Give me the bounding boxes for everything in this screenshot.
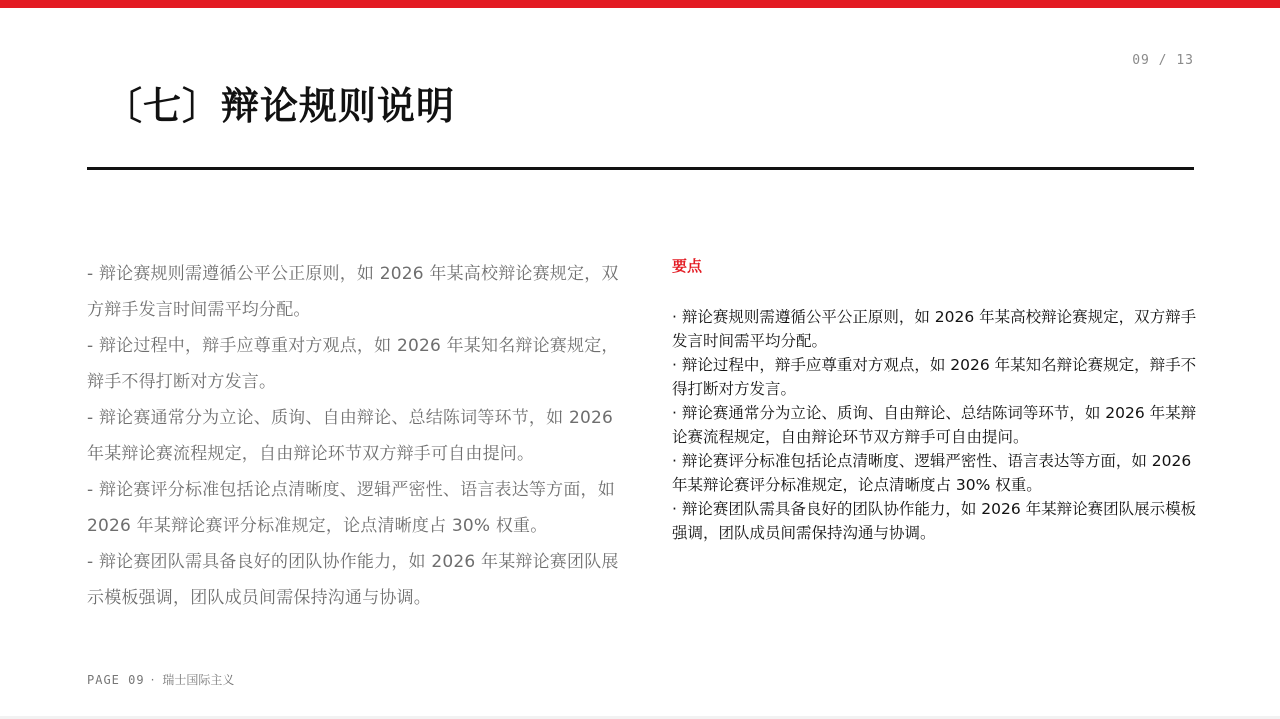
keypoint-item: · 辩论赛通常分为立论、质询、自由辩论、总结陈词等环节，如 2026 年某辩论赛流程规定，自由辩论环节双方辩手可自由提问。: [672, 404, 1197, 446]
keypoint-item: · 辩论过程中，辩手应尊重对方观点，如 2026 年某知名辩论赛规定，辩手不得打断对方发言。: [672, 356, 1197, 398]
keypoint-item: · 辩论赛团队需具备良好的团队协作能力，如 2026 年某辩论赛团队展示模板强调，团队成员间需保持沟通与协调。: [672, 500, 1197, 542]
footer-page-label: PAGE 09: [87, 673, 145, 687]
keypoint-item: · 辩论赛评分标准包括论点清晰度、逻辑严密性、语言表达等方面，如 2026 年某辩论赛评分标准规定，论点清晰度占 30% 权重。: [672, 452, 1192, 494]
body-point: - 辩论过程中，辩手应尊重对方观点，如 2026 年某知名辩论赛规定，辩手不得打断对方发言。: [87, 336, 619, 392]
keypoints-heading: 要点: [672, 257, 703, 275]
title-divider: [87, 167, 1194, 170]
page-title: 〔七〕辩论规则说明: [104, 84, 456, 128]
body-text-column: [87, 256, 627, 616]
body-point: - 辩论赛团队需具备良好的团队协作能力，如 2026 年某辩论赛团队展示模板强调，团队成员间需保持沟通与协调。: [87, 552, 619, 608]
top-accent-bar: [0, 0, 1280, 8]
body-point: - 辩论赛通常分为立论、质询、自由辩论、总结陈词等环节，如 2026 年某辩论赛流程规定，自由辩论环节双方辩手可自由提问。: [87, 408, 614, 464]
body-point: - 辩论赛规则需遵循公平公正原则，如 2026 年某高校辩论赛规定，双方辩手发言时间需平均分配。: [87, 264, 619, 320]
keypoint-item: · 辩论赛规则需遵循公平公正原则，如 2026 年某高校辩论赛规定，双方辩手发言时间需平均分配。: [672, 308, 1197, 350]
page-counter: 09 / 13: [1132, 53, 1194, 68]
keypoints-list: [672, 305, 1202, 545]
footer-brand: 瑞士国际主义: [162, 673, 235, 687]
page-footer: [87, 671, 234, 688]
footer-separator: ·: [150, 673, 155, 687]
body-point: - 辩论赛评分标准包括论点清晰度、逻辑严密性、语言表达等方面，如 2026 年某辩论赛评分标准规定，论点清晰度占 30% 权重。: [87, 480, 615, 536]
